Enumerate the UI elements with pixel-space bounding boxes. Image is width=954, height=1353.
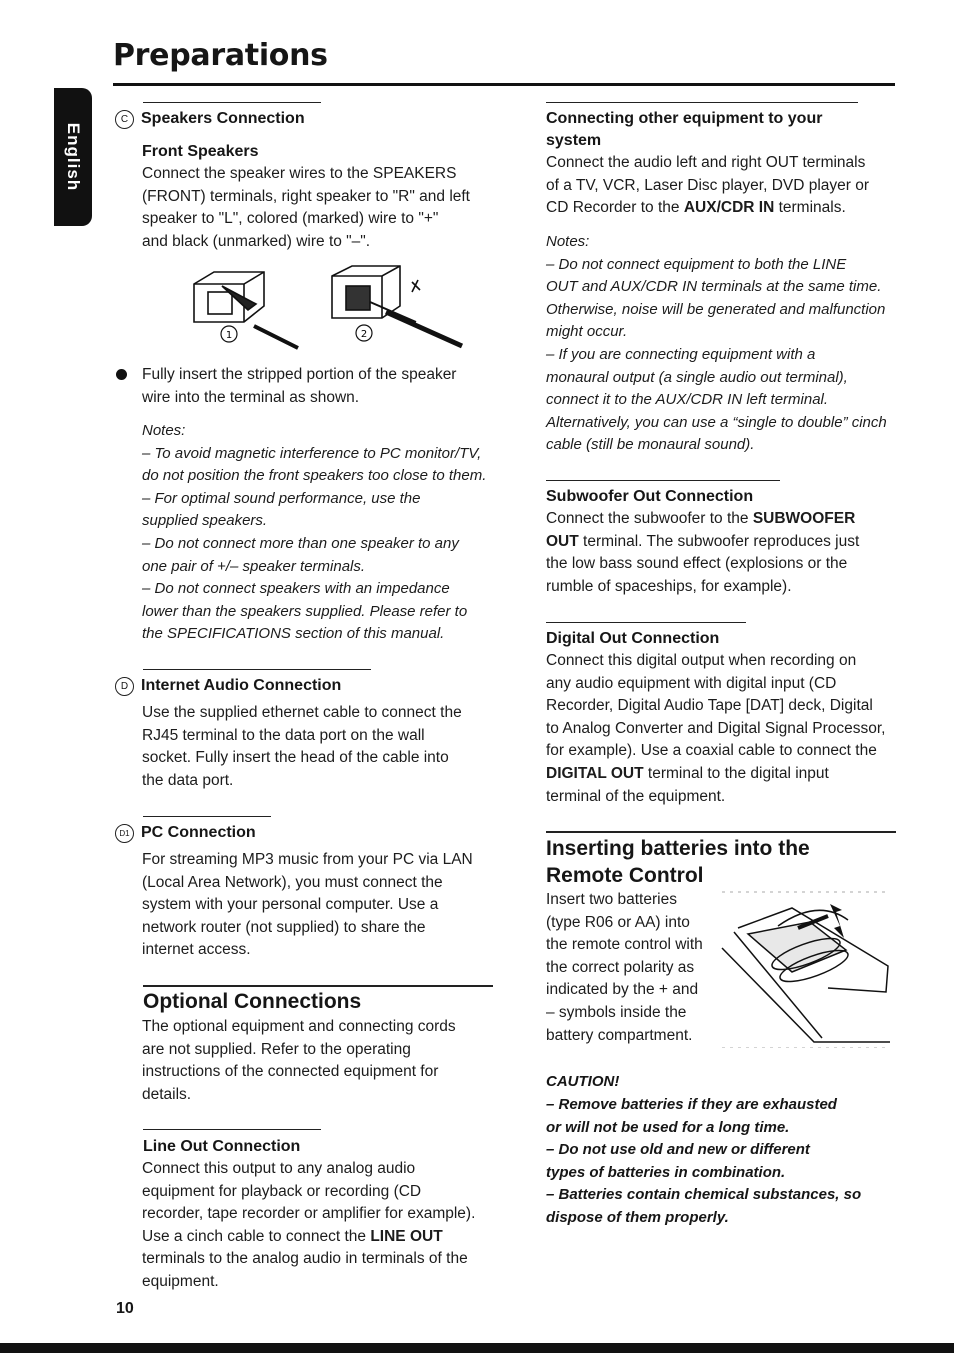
title-rule <box>113 83 895 86</box>
subwoofer-term: SUBWOOFER <box>752 510 856 527</box>
bullet-text: Fully insert the stripped portion of the speaker wire into the terminal as shown. <box>142 366 457 406</box>
pc-text: For streaming MP3 music from your PC via LAN (Local Area Network), you must connect the system with your personal computer. Use a network router (not supplied) to share the internet access. <box>142 851 473 959</box>
optional-heading: Optional Connections <box>143 990 362 1013</box>
section-marker-d1: D1 <box>115 824 134 843</box>
line-out-term: LINE OUT <box>370 1227 443 1245</box>
section-rule <box>546 831 896 833</box>
caution-text: – Remove batteries if they are exhausted or will not be used for a long time. – Do not use old and new or different types of batteries in combination. – Batteries contain chemical substances, so dispose of them properly. <box>546 1096 862 1226</box>
section-rule <box>143 102 321 103</box>
speakers-notes: Notes: – To avoid magnetic interference to PC monitor/TV, do not position the front speakers too close to them. – For optimal sound performance, use the supplied speakers. – Do not connect more than one speaker to any one pair of +/– speaker terminals. – Do not connect speakers with an impedance lower than the speakers supplied. Please refer to the SPECIFICATIONS section of this manual. <box>142 422 487 643</box>
front-speakers-subheading: Front Speakers <box>142 143 259 160</box>
speakers-heading: C Speakers Connection <box>115 108 305 130</box>
section-rule <box>546 622 746 623</box>
section-rule <box>143 816 271 817</box>
subwoofer-text: Connect the subwoofer to the SUBWOOFER OUT terminal. The subwoofer reproduces just the low bass sound effect (explosions or the rumble of spaceships, for example). <box>546 510 860 595</box>
internet-text: Use the supplied ethernet cable to connect the RJ45 terminal to the data port on the wall socket. Fully insert the head of the cable into the data port. <box>142 704 462 789</box>
svg-text:2: 2 <box>360 329 368 340</box>
other-equipment-notes: Notes: – Do not connect equipment to both the LINE OUT and AUX/CDR IN terminals at the same time. Otherwise, noise will be generated and malfunction might occur. – If you are connecting equipment with a monaural output (a single audio out terminal), connect it to the AUX/CDR IN left terminal. Alternatively, you can use a “single to double” cinch cable (still be monaural sound). <box>546 233 887 454</box>
speakers-text: Connect the speaker wires to the SPEAKERS (FRONT) terminals, right speaker to "R" and left speaker to "L", colored (marked) wire to "+" and black (unmarked) wire to "–". <box>142 165 470 250</box>
optional-text: The optional equipment and connecting cords are not supplied. Refer to the operating instructions of the connected equipment for details. <box>142 1018 456 1103</box>
other-equipment-heading: Connecting other equipment to your system <box>546 110 823 149</box>
batteries-text: Insert two batteries (type R06 or AA) into the remote control with the correct polarity as indicated by the + and – symbols inside the battery compartment. <box>546 891 703 1044</box>
lineout-text: Connect this output to any analog audio equipment for playback or recording (CD recorder, tape recorder or amplifier for example). Use a cinch cable to connect the LINE OUT terminals to the analog audio in terminals of the equipment. <box>142 1160 476 1290</box>
section-rule <box>143 669 371 670</box>
aux-cdr-in-term: AUX/CDR IN <box>683 199 775 217</box>
subwoofer-heading: Subwoofer Out Connection <box>546 488 754 505</box>
page-number: 10 <box>116 1300 134 1317</box>
language-tab-label: English <box>64 122 83 192</box>
other-equipment-text: Connect the audio left and right OUT terminals of a TV, VCR, Laser Disc player, DVD player or CD Recorder to the AUX/CDR IN terminals. <box>546 154 870 217</box>
page-title: Preparations <box>113 38 328 73</box>
section-rule <box>546 102 858 103</box>
digital-out-term: DIGITAL OUT <box>546 764 644 782</box>
language-tab <box>54 88 92 226</box>
svg-text:1: 1 <box>225 330 233 341</box>
section-marker-c: C <box>115 110 134 129</box>
lineout-heading: Line Out Connection <box>143 1138 301 1155</box>
bullet-point <box>116 369 127 380</box>
batteries-heading: Inserting batteries into the Remote Control <box>546 837 810 887</box>
digital-out-text: Connect this digital output when recording on any audio equipment with digital input (CD Recorder, Digital Audio Tape [DAT] deck, Digital to Analog Converter and Digital Signal Processor, for example). Use a coaxial cable to connect the DIGITAL OUT terminal to the digital input terminal of the equipment. <box>546 652 886 805</box>
pc-heading: D1 PC Connection <box>115 822 256 844</box>
section-rule <box>143 1129 321 1130</box>
speaker-terminal-illustration <box>186 262 476 352</box>
bottom-bar <box>0 1343 954 1353</box>
caution-label: CAUTION! <box>546 1073 620 1090</box>
section-marker-d: D <box>115 677 134 696</box>
remote-battery-illustration <box>718 888 896 1048</box>
subwoofer-out-term: OUT <box>546 532 579 550</box>
section-rule <box>546 480 780 481</box>
digital-out-heading: Digital Out Connection <box>546 630 720 647</box>
internet-heading: D Internet Audio Connection <box>115 675 341 697</box>
section-rule <box>143 985 493 987</box>
